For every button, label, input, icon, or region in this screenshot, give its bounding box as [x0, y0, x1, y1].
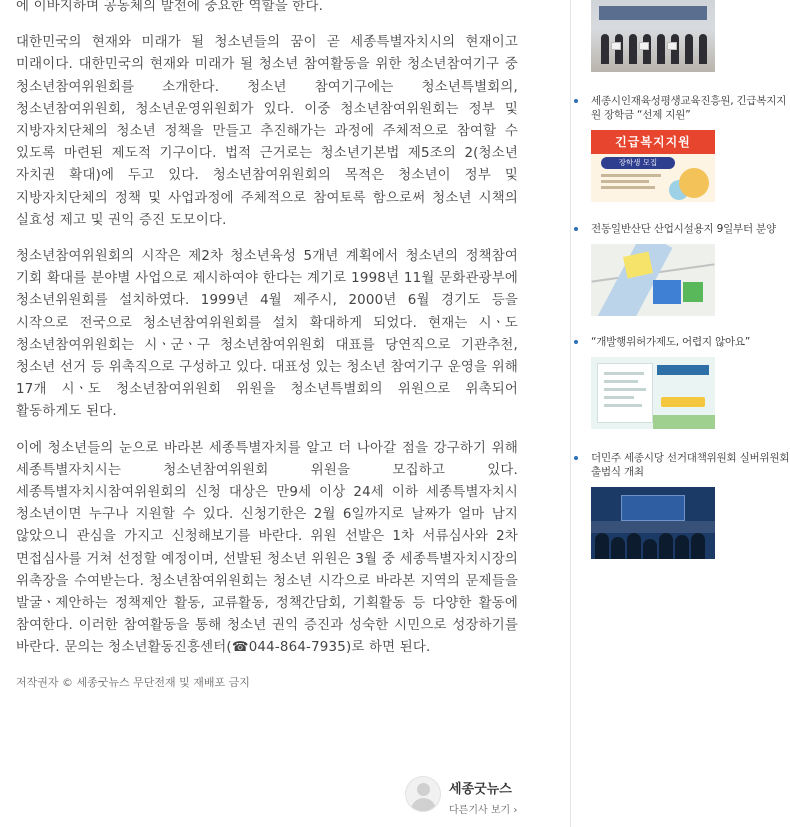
- news-thumbnail[interactable]: [591, 0, 715, 72]
- sidebar-related-news: [570, 0, 790, 827]
- bullet-icon: [574, 340, 578, 344]
- news-thumbnail[interactable]: [591, 357, 715, 429]
- article-paragraph: 이에 청소년들의 눈으로 바라본 세종특별자치를 알고 더 나아갈 점을 강구하기 위해 세종특별자치시는 청소년참여위원회 위원을 모집하고 있다. 세종특별자치시참여위원회의 신청 대상은 만9세 이상 24세 이하 세종특별자치시 청소년이면 누구나 지원할 수 있다. 신청기한은 2월 6일까지로 날짜가 얼마 남지 않았으니 관심을 가지고 신청해보기를 바란다. 위원 선발은 1차 서류심사와 2차 면접심사를 거쳐 선정할 예정이며, 선발된 청소년 위원은 3월 중 세종특별자치시장의 위촉장을 수여받는다. 청소년참여위원회는 청소년 시각으로 바라본 지역의 문제들을 발굴ㆍ제안하는 정책제안 활동, 교류활동, 정책간담회, 기획활동 등 다양한 활동에 참여한다. 이러한 참여활동을 통해 청소년 권익 증진과 성숙한 시민으로 성장하기를 바란다. 문의는 청소년활동진흥센터(☎044-864-7935)로 하면 된다.: [16, 440, 518, 656]
- sidebar-news-item[interactable]: [591, 335, 790, 429]
- article-paragraph: 청소년참여위원회의 시작은 제2차 청소년육성 5개년 계획에서 청소년의 정책참여 기회 확대를 분야별 사업으로 제시하여야 한다는 계기로 1998년 11월 문화관광부에 청소년위원회를 설치하였다. 1999년 4월 제주시, 2000년 6월 경기도 등을 시작으로 전국으로 청소년참여위원회를 설치 확대하게 되었다. 현재는 시ㆍ도 청소년참여위원회는 시ㆍ군ㆍ구 청소년참여위원회 대표를 당연직으로 기관추천, 청소년 선거 등 위촉직으로 구성하고 있다. 대표성 있는 청소년 참여기구 운영을 위해 17개 시ㆍ도 청소년참여위원회 위원을 청소년특별회의 위원으로 위촉되어 활동하게도 된다.: [16, 249, 518, 420]
- author-info: [449, 778, 517, 816]
- other-articles-link[interactable]: 다른기사 보기 ›: [449, 805, 518, 816]
- author-name: 세종굿뉴스: [449, 782, 512, 797]
- news-title-link[interactable]: “개발행위허가제도, 어렵지 않아요”: [591, 335, 790, 349]
- news-title-link[interactable]: 세종시인재육성평생교육진흥원, 긴급복지지원 장학금 “선제 지원”: [591, 94, 790, 122]
- author-box: [405, 776, 517, 816]
- sidebar-news-item[interactable]: [591, 0, 790, 72]
- article-paragraph: 대한민국의 현재와 미래가 될 청소년들의 꿈이 곧 세종특별자치시의 현재이고 미래이다. 대한민국의 현재와 미래가 될 청소년 참여활동을 위한 청소년참여기구 중 청소년참여위원회를 소개한다. 청소년 참여기구에는 청소년특별회의, 청소년참여위원회, 청소년운영위원회가 있다. 이중 청소년참여위원회는 정부 및 지방자치단체의 청소년 정책을 만들고 추진해가는 과정에 주체적으로 참여할 수 있도록 마련된 제도적 기구이다. 법적 근거로는 청소년기본법 제5조의 2(청소년 자치권 확대)에 두고 있다. 청소년참여위원회의 목적은 청소년이 정부 및 지방자치단체의 정책 및 사업과정에 주체적으로 참여토록 함으로써 청소년 시책의 실효성 제고 및 권익 증진 도모이다.: [16, 35, 518, 228]
- bullet-icon: [574, 456, 578, 460]
- sidebar-news-item[interactable]: [591, 222, 790, 316]
- bullet-icon: [574, 227, 578, 231]
- avatar-icon: [405, 776, 441, 812]
- news-title-link[interactable]: 더민주 세종시당 선거대책위원회 실버위원회 출범식 개최: [591, 451, 790, 479]
- sidebar-news-item[interactable]: [591, 94, 790, 202]
- news-thumbnail[interactable]: 긴급복지지원 장학생 모집: [591, 130, 715, 202]
- article-body: [16, 0, 518, 690]
- news-title-link[interactable]: 전동일반산단 산업시설용지 9일부터 분양: [591, 222, 790, 236]
- article-paragraph: 에 이바지하며 공동체의 발전에 중요한 역할을 한다.: [16, 0, 324, 14]
- news-thumbnail[interactable]: [591, 244, 715, 316]
- bullet-icon: [574, 99, 578, 103]
- sidebar-news-item[interactable]: [591, 451, 790, 559]
- news-thumbnail[interactable]: [591, 487, 715, 559]
- copyright-notice: 저작권자 © 세종굿뉴스 무단전재 및 재배포 금지: [16, 675, 250, 689]
